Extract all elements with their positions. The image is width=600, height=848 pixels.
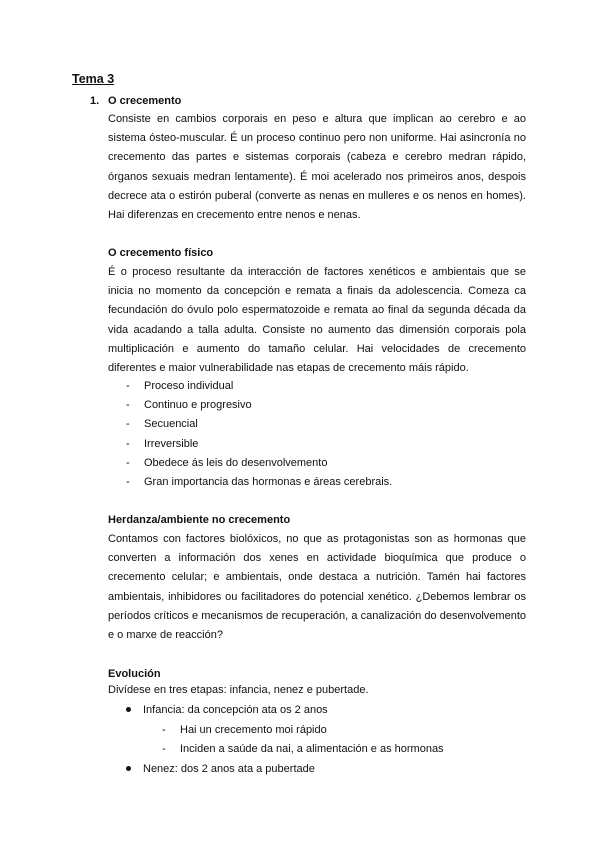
bullet-icon — [126, 707, 131, 712]
dash-marker: - — [126, 380, 130, 392]
section-paragraph — [108, 110, 526, 225]
dash-marker: - — [126, 418, 130, 431]
dash-marker: - — [162, 743, 166, 755]
dash-marker: - — [126, 437, 130, 450]
list-item: - Proceso individual — [126, 377, 392, 396]
list-item: - Gran importancia das hormonas e áreas cerebrais. — [126, 473, 392, 492]
dash-marker: - — [126, 475, 130, 488]
list-item: - Hai un crecemento moi rápido — [162, 724, 327, 736]
heredity-heading: Herdanza/ambiente no crecemento — [108, 514, 291, 526]
list-item: - Inciden a saúde da nai, a alimentación e as hormonas — [162, 743, 444, 755]
dash-marker: - — [126, 399, 130, 412]
heredity-paragraph — [108, 530, 526, 645]
list-item: - Continuo e progresivo — [126, 396, 392, 415]
evolution-heading: Evolución — [108, 668, 161, 680]
physical-growth-heading: O crecemento físico — [108, 247, 214, 259]
dash-marker: - — [162, 724, 166, 736]
growth-characteristics-list — [126, 377, 392, 492]
paragraph-text: Contamos con factores biolóxicos, no que as protagonistas son as hormonas que converten a información dos xenes en actividade bioquímica que produce o crecemento celular; e ambientais, onde destaca a nutrición. Tamén hai factores ambientais, inhibidores ou facilitadores do potencial xenético. ¿Debemos lembrar os períodos críticos e mecanismos de recuperación, a canalización do desenvolvemento e o marxe de reacción? — [108, 533, 526, 642]
dash-marker: - — [126, 456, 130, 469]
paragraph-text: É o proceso resultante da interacción de factores xenéticos e ambientais que se inicia no momento da concepción e remata a finais da adolescencia. Comeza ca fecundación do óvulo polo espermatozoide e remata ao final da segunda década da vida acadando a talla adulta. Consiste no aumento das dimensión corporais pola multiplicación e aumento do tamaño celular. Hai velocidades de crecemento diferentes e maior vulnerabilidade nas etapas de crecemento máis rápido. — [108, 266, 526, 375]
physical-growth-paragraph — [108, 263, 526, 378]
list-item: - Irreversible — [126, 435, 392, 454]
evolution-intro: Divídese en tres etapas: infancia, nenez e pubertade. — [108, 684, 369, 696]
section-number: 1. — [90, 95, 100, 107]
bullet-icon — [126, 766, 131, 771]
list-item: - Secuencial — [126, 415, 392, 434]
section-heading: O crecemento — [108, 95, 182, 107]
document-title: Tema 3 — [72, 72, 115, 86]
paragraph-text: Consiste en cambios corporais en peso e altura que implican ao cerebro e ao sistema ósteo-muscular. É un proceso continuo pero non uniforme. Hai asincronía no crecemento das partes e sistemas corporais (cabeza e cerebro medran rápido, órganos sexuais medran lentamente). É moi acelerado nos primeiros anos, despois decrece ata o estirón puberal (converte as nenas en mulleres e os nenos en homes). Hai diferenzas en crecemento entre nenos e nenas. — [108, 113, 526, 222]
list-item: - Obedece ás leis do desenvolvemento — [126, 454, 392, 473]
list-item: Nenez: dos 2 anos ata a pubertade — [126, 763, 315, 775]
list-item: Infancia: da concepción ata os 2 anos — [126, 704, 328, 716]
